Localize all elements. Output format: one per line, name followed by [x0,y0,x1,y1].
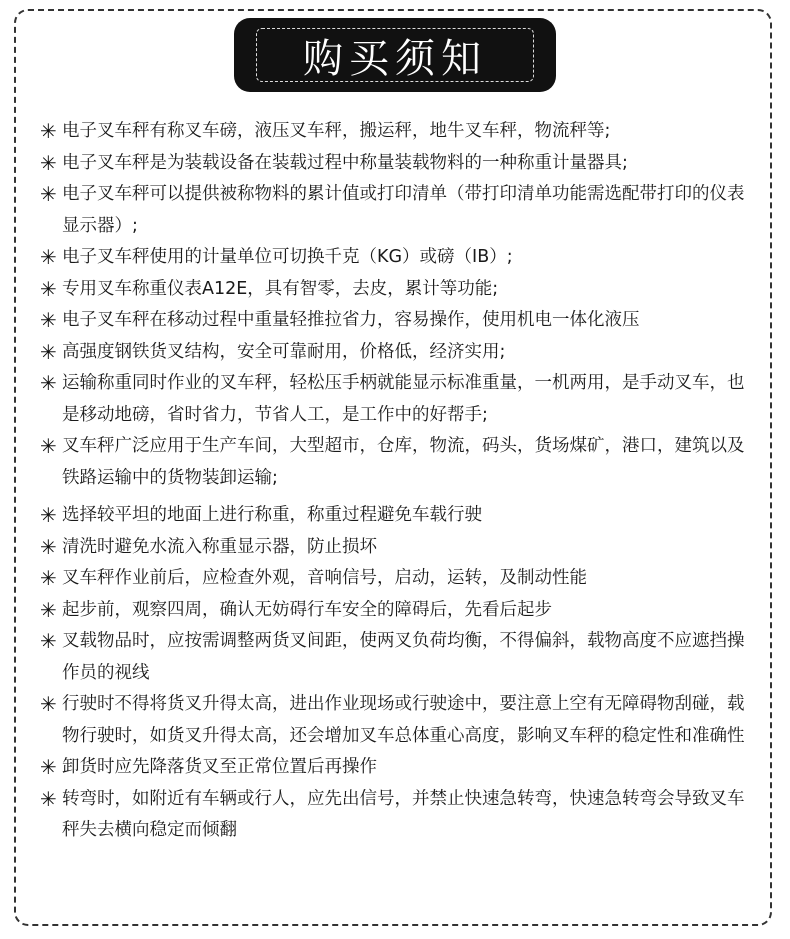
asterisk-star-icon: ✳ [40,150,57,175]
list-item-text: 行驶时不得将货叉升得太高，进出作业现场或行驶途中，要注意上空有无障碍物刮碰，载物行驶时，如货叉升得太高，还会增加叉车总体重心高度，影响叉车秤的稳定性和准确性 [62,694,745,746]
asterisk-star-icon: ✳ [40,276,57,301]
list-item [40,337,760,369]
list-item-text: 选择较平坦的地面上进行称重，称重过程避免车载行驶 [62,505,482,525]
list-item [40,784,760,847]
asterisk-star-icon: ✳ [40,245,57,269]
list-item-text: 转弯时，如附近有车辆或行人，应先出信号，并禁止快速急转弯，快速急转弯会导致叉车秤失去横向稳定而倾翻 [62,788,745,840]
list-item [40,595,760,627]
list-item-text: 叉载物品时，应按需调整两货叉间距，使两叉负荷均衡，不得偏斜，载物高度不应遮挡操作员的视线 [62,631,745,683]
list-item [40,500,760,532]
list-item [40,305,760,337]
title-banner [234,18,556,92]
asterisk-star-icon: ✳ [40,629,57,653]
asterisk-star-icon: ✳ [40,339,57,364]
list-item-text: 卸货时应先降落货叉至正常位置后再操作 [62,757,377,777]
list-item [40,689,760,752]
asterisk-star-icon: ✳ [40,503,57,527]
title-inner-border [256,28,534,82]
asterisk-star-icon: ✳ [40,371,57,395]
asterisk-star-icon: ✳ [40,308,57,332]
list-item [40,116,760,148]
asterisk-star-icon: ✳ [40,434,57,458]
list-item [40,532,760,564]
list-item [40,368,760,431]
list-item [40,626,760,689]
list-item [40,752,760,784]
list-item-text: 专用叉车称重仪表A12E，具有智零，去皮，累计等功能; [62,278,499,299]
list-item-text: 叉车秤作业前后，应检查外观，音响信号，启动，运转，及制动性能 [62,568,587,588]
asterisk-star-icon: ✳ [40,692,57,716]
asterisk-star-icon: ✳ [40,566,57,590]
list-item [40,242,760,274]
list-item-text: 起步前，观察四周，确认无妨碍行车安全的障碍后，先看后起步 [62,599,552,620]
list-item-text: 电子叉车秤可以提供被称物料的累计值或打印清单（带打印清单功能需选配带打印的仪表显示器）; [62,184,745,236]
asterisk-star-icon: ✳ [40,534,57,559]
list-item-text: 清洗时避免水流入称重显示器，防止损坏 [62,536,377,557]
asterisk-star-icon: ✳ [40,755,57,779]
list-item-text: 运输称重同时作业的叉车秤，轻松压手柄就能显示标准重量，一机两用，是手动叉车，也是移动地磅，省时省力，节省人工，是工作中的好帮手; [62,373,745,425]
page-title: 购买须知 [303,35,487,82]
list-item [40,274,760,306]
list-item-text: 电子叉车秤有称叉车磅，液压叉车秤，搬运秤，地牛叉车秤，物流秤等; [62,121,611,141]
list-item-text: 电子叉车秤是为装载设备在装载过程中称量装载物料的一种称重计量器具; [62,152,628,173]
list-item-text: 电子叉车秤在移动过程中重量轻推拉省力，容易操作，使用机电一体化液压 [62,310,640,330]
asterisk-star-icon: ✳ [40,182,57,206]
list-item-text: 高强度钢铁货叉结构，安全可靠耐用，价格低，经济实用; [62,341,506,362]
list-item [40,179,760,242]
list-item [40,148,760,180]
notice-list [40,116,760,847]
list-item-text: 电子叉车秤使用的计量单位可切换千克（KG）或磅（IB）; [62,247,513,267]
list-item [40,431,760,494]
list-item [40,563,760,595]
list-item-text: 叉车秤广泛应用于生产车间，大型超市，仓库，物流，码头，货场煤矿，港口，建筑以及铁路运输中的货物装卸运输; [62,436,745,488]
asterisk-star-icon: ✳ [40,597,57,622]
asterisk-star-icon: ✳ [40,786,57,811]
asterisk-star-icon: ✳ [40,119,57,143]
